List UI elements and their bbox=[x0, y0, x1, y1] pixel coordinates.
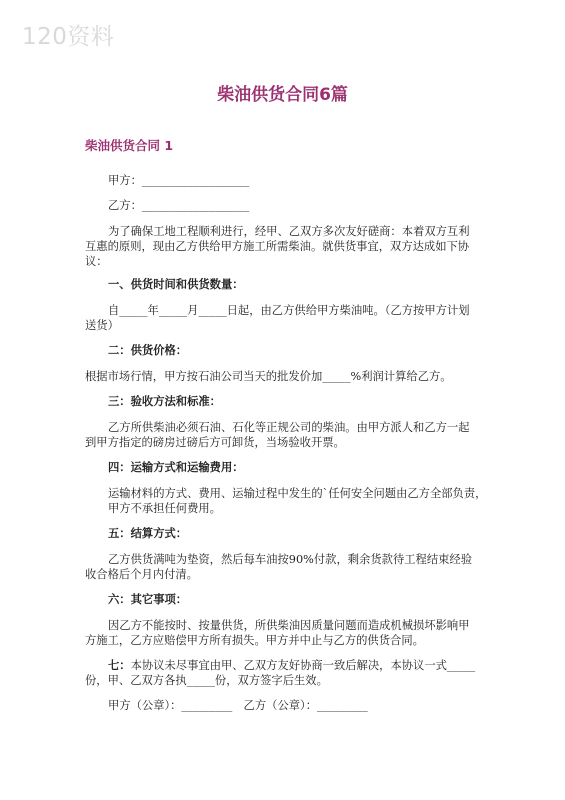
clause-6-heading: 六：其它事项： bbox=[108, 593, 188, 606]
clause-3-heading: 三：验收方法和标准： bbox=[108, 395, 221, 408]
party-b-line: 乙方：___________________ bbox=[108, 199, 250, 212]
clause-1-line-2: 送货） bbox=[85, 319, 119, 332]
clause-3-line-2: 到甲方指定的磅房过磅后方可卸货，当场验收开票。 bbox=[85, 436, 345, 449]
clause-5-heading: 五：结算方式： bbox=[108, 527, 188, 540]
signature-line: 甲方（公章）：_________ 乙方（公章）：_________ bbox=[108, 699, 368, 712]
clause-4-line-2: 甲方不承担任何费用。 bbox=[108, 502, 221, 515]
intro-line-3: 议： bbox=[85, 255, 108, 268]
clause-7-line-2: 份，甲、乙双方各执_____份，双方签字后生效。 bbox=[85, 674, 328, 687]
party-a-line: 甲方：___________________ bbox=[108, 174, 250, 187]
clause-6-line-2: 方施工，乙方应赔偿甲方所有损失。甲方并中止与乙方的供货合同。 bbox=[85, 634, 424, 647]
clause-2-line-1: 根据市场行情，甲方按石油公司当天的批发价加_____%利润计算给乙方。 bbox=[85, 370, 452, 383]
section-subtitle: 柴油供货合同 1 bbox=[85, 138, 174, 153]
clause-5-line-1: 乙方供货满吨为垫资，然后每车油按90%付款，剩余货款待工程结束经验 bbox=[108, 553, 473, 566]
clause-7-text: 本协议未尽事宜由甲、乙双方友好协商一致后解决，本协议一式_____ bbox=[130, 659, 476, 672]
clause-7-heading: 七： bbox=[108, 659, 131, 672]
clause-1-heading: 一、供货时间和供货数量： bbox=[108, 278, 244, 291]
clause-4-heading: 四：运输方式和运输费用： bbox=[108, 461, 244, 474]
clause-4-line-1: 运输材料的方式、费用、运输过程中发生的`任何安全问题由乙方全部负责， bbox=[108, 487, 487, 500]
clause-6-line-1: 因乙方不能按时、按量供货，所供柴油因质量问题而造成机械损坏影响甲 bbox=[108, 619, 470, 632]
watermark: 120资料 bbox=[22, 24, 115, 50]
clause-1-line-1: 自_____年_____月_____日起，由乙方供给甲方柴油吨。（乙方按甲方计划 bbox=[108, 304, 470, 317]
intro-line-2: 互惠的原则，现由乙方供给甲方施工所需柴油。就供货事宜，双方达成如下协 bbox=[85, 240, 470, 253]
clause-5-line-2: 收合格后个月内付清。 bbox=[85, 568, 198, 581]
clause-2-heading: 二：供货价格： bbox=[108, 344, 188, 357]
document-title: 柴油供货合同6篇 bbox=[217, 85, 348, 105]
clause-3-line-1: 乙方所供柴油必须石油、石化等正规公司的柴油。由甲方派人和乙方一起 bbox=[108, 421, 470, 434]
intro-line-1: 为了确保工地工程顺利进行，经甲、乙双方多次友好磋商：本着双方互利 bbox=[108, 225, 470, 238]
